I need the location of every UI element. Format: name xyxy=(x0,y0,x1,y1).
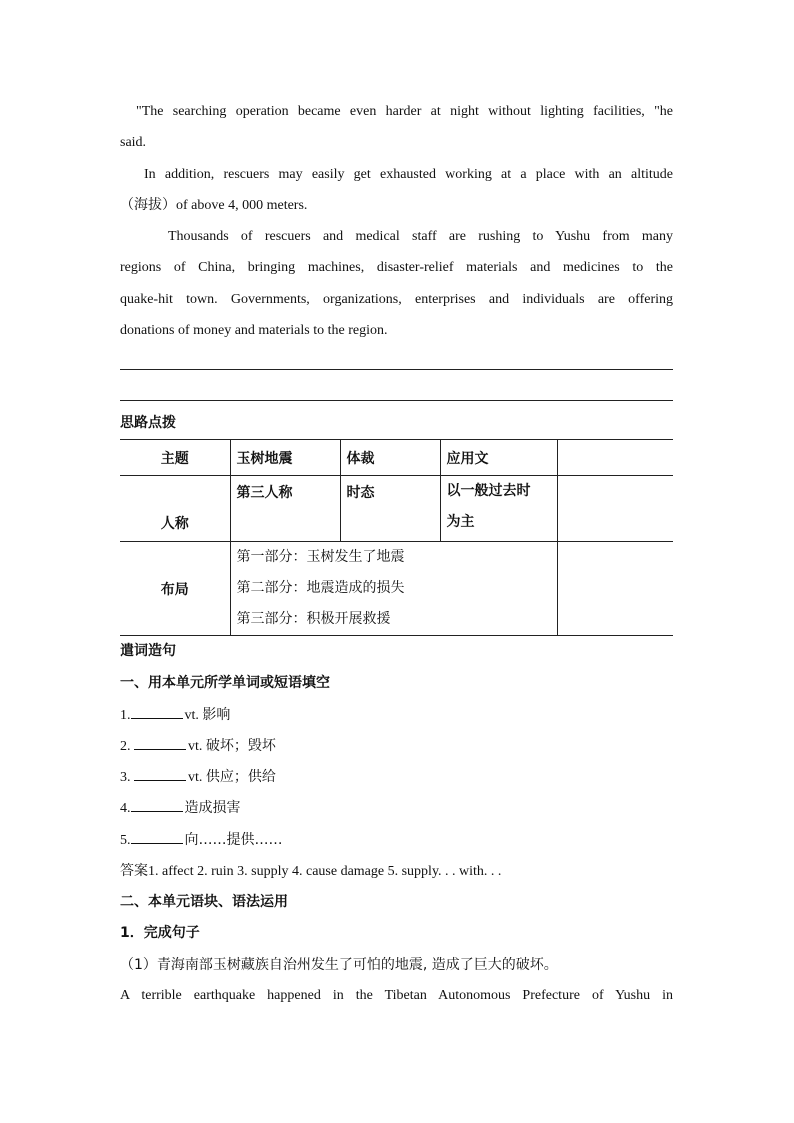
tense-value-line1: 以一般过去时 xyxy=(446,483,531,499)
section1-title: 一、用本单元所学单词或短语填空 xyxy=(120,675,330,691)
answer-blank[interactable] xyxy=(134,736,186,750)
passage-line: （海拔）of above 4, 000 meters. xyxy=(120,198,308,213)
answer-blank[interactable] xyxy=(134,767,186,781)
item-pos: vt. xyxy=(188,770,206,785)
passage-line: "The searching operation became even harder at night without lighting facilities, "he xyxy=(136,104,673,119)
item-pos: vt. xyxy=(188,739,206,754)
answer-blank[interactable] xyxy=(131,830,183,844)
tense-value xyxy=(440,476,557,542)
section-heading: 思路点拨 xyxy=(120,415,176,431)
vocab-item xyxy=(120,705,673,726)
answer-label: 答案 xyxy=(120,863,148,879)
item-meaning: 破坏；毁坏 xyxy=(205,738,276,754)
genre-label: 体裁 xyxy=(340,440,440,476)
tense-label: 时态 xyxy=(340,476,440,542)
sentence-cn: （1）青海南部玉树藏族自治州发生了可怕的地震, 造成了巨大的破坏。 xyxy=(120,957,558,973)
person-value: 第三人称 xyxy=(230,476,340,542)
passage-line: said. xyxy=(120,135,147,150)
tense-value-line2: 为主 xyxy=(446,514,475,530)
item-meaning: 造成损害 xyxy=(184,800,241,816)
passage-line: donations of money and materials to the region. xyxy=(120,323,388,338)
passage-line: regions of China, bringing machines, disaster-relief materials and medicines to the xyxy=(120,260,673,275)
writing-rule xyxy=(120,369,673,370)
item-meaning: 影响 xyxy=(202,707,231,723)
item-number: 1. xyxy=(120,708,131,723)
item-meaning: 供应；供给 xyxy=(205,769,276,785)
item-number: 3. xyxy=(120,770,134,785)
vocab-item xyxy=(120,767,673,788)
empty-cell xyxy=(557,542,673,636)
vocab-item xyxy=(120,830,673,851)
answer-blank[interactable] xyxy=(131,705,183,719)
item-number: 5. xyxy=(120,833,131,848)
layout-parts xyxy=(230,542,557,636)
section-heading: 遣词造句 xyxy=(120,643,176,659)
layout-part-1: 第一部分：玉树发生了地震 xyxy=(236,549,405,565)
passage-line: Thousands of rescuers and medical staff are rushing to Yushu from many xyxy=(168,229,673,244)
passage-line: In addition, rescuers may easily get exhausted working at a place with an altitude xyxy=(144,167,673,182)
layout-part-3: 第三部分：积极开展救援 xyxy=(236,611,391,627)
person-label: 人称 xyxy=(120,476,230,542)
answer-blank[interactable] xyxy=(131,798,183,812)
item-meaning: 向……提供…… xyxy=(184,832,283,848)
answer-text: 1. affect 2. ruin 3. supply 4. cause damage 5. supply. . . with. . . xyxy=(148,864,502,879)
sentence-en: A terrible earthquake happened in the Tibetan Autonomous Prefecture of Yushu in xyxy=(120,988,673,1003)
vocab-item xyxy=(120,736,673,757)
writing-rule xyxy=(120,400,673,401)
section2-title: 二、本单元语块、语法运用 xyxy=(120,894,288,910)
analysis-table xyxy=(120,439,673,636)
layout-part-2: 第二部分：地震造成的损失 xyxy=(236,580,405,596)
genre-value: 应用文 xyxy=(440,440,557,476)
vocab-item xyxy=(120,798,673,819)
layout-label: 布局 xyxy=(120,542,230,636)
item-pos: vt. xyxy=(184,708,203,723)
empty-cell xyxy=(557,476,673,542)
answer-line xyxy=(120,861,673,882)
passage-line: quake-hit town. Governments, organizations, enterprises and individuals are offering xyxy=(120,292,673,307)
item-number: 2. xyxy=(120,739,134,754)
topic-label: 主题 xyxy=(120,440,230,476)
empty-cell xyxy=(557,440,673,476)
topic-value: 玉树地震 xyxy=(230,440,340,476)
item-number: 4. xyxy=(120,801,131,816)
subsection-title: 1．完成句子 xyxy=(120,925,200,941)
